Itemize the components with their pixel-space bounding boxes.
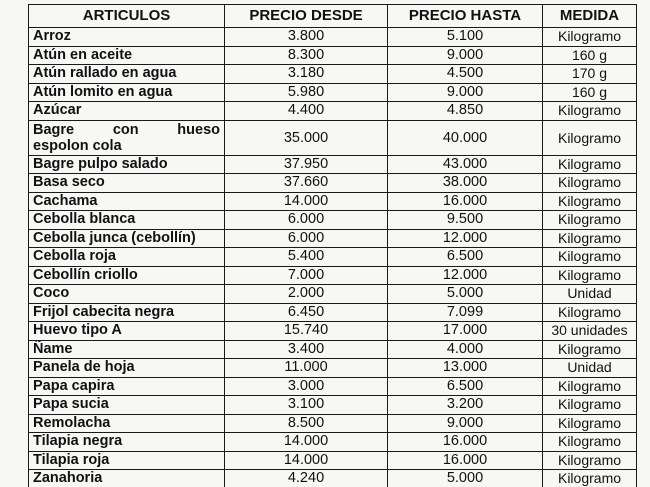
cell-precio-hasta: 16.000 [388, 192, 543, 211]
table-row [29, 359, 637, 378]
cell-medida: 30 unidades [543, 322, 637, 341]
table-row [29, 266, 637, 285]
cell-precio-desde: 14.000 [225, 433, 388, 452]
cell-precio-hasta: 17.000 [388, 322, 543, 341]
cell-article: Huevo tipo A [29, 322, 225, 341]
table-header [29, 5, 637, 28]
table-row [29, 303, 637, 322]
cell-medida: Kilogramo [543, 28, 637, 47]
cell-precio-hasta: 13.000 [388, 359, 543, 378]
cell-article: Cebolla junca (cebollín) [29, 229, 225, 248]
cell-precio-desde: 6.450 [225, 303, 388, 322]
table-row [29, 340, 637, 359]
cell-precio-desde: 15.740 [225, 322, 388, 341]
cell-precio-hasta: 5.000 [388, 470, 543, 487]
cell-precio-desde: 35.000 [225, 120, 388, 155]
cell-medida: Kilogramo [543, 155, 637, 174]
cell-precio-desde: 5.400 [225, 248, 388, 267]
article-line-2: espolon cola [33, 137, 122, 154]
table-row [29, 229, 637, 248]
cell-article: Arroz [29, 28, 225, 47]
cell-article: Frijol cabecita negra [29, 303, 225, 322]
cell-article: Ñame [29, 340, 225, 359]
cell-precio-hasta: 7.099 [388, 303, 543, 322]
cell-article: Cachama [29, 192, 225, 211]
cell-precio-hasta: 9.500 [388, 211, 543, 230]
header-precio-desde: PRECIO DESDE [225, 5, 388, 28]
cell-medida: Kilogramo [543, 470, 637, 487]
cell-medida: 160 g [543, 46, 637, 65]
cell-precio-desde: 3.400 [225, 340, 388, 359]
cell-medida: Kilogramo [543, 102, 637, 121]
cell-article: Bagre pulpo salado [29, 155, 225, 174]
cell-article: Cebollín criollo [29, 266, 225, 285]
cell-precio-desde: 3.180 [225, 65, 388, 84]
cell-article: Papa capira [29, 377, 225, 396]
article-line-1 [33, 122, 220, 138]
table-row [29, 120, 637, 155]
cell-article: Atún rallado en agua [29, 65, 225, 84]
cell-medida: Kilogramo [543, 303, 637, 322]
table-row [29, 285, 637, 304]
table-row [29, 377, 637, 396]
cell-precio-desde: 37.660 [225, 174, 388, 193]
cell-medida: Unidad [543, 359, 637, 378]
article-word: Bagre [33, 121, 75, 138]
cell-precio-hasta: 4.850 [388, 102, 543, 121]
cell-medida: Kilogramo [543, 396, 637, 415]
cell-article: Tilapia roja [29, 451, 225, 470]
cell-precio-hasta: 40.000 [388, 120, 543, 155]
cell-article: Papa sucia [29, 396, 225, 415]
cell-precio-desde: 14.000 [225, 451, 388, 470]
cell-precio-desde: 3.800 [225, 28, 388, 47]
cell-precio-hasta: 43.000 [388, 155, 543, 174]
table-row [29, 155, 637, 174]
cell-medida: Kilogramo [543, 229, 637, 248]
cell-precio-hasta: 5.100 [388, 28, 543, 47]
table-row [29, 46, 637, 65]
cell-article: Atún en aceite [29, 46, 225, 65]
table-row [29, 65, 637, 84]
cell-medida: Kilogramo [543, 433, 637, 452]
cell-precio-desde: 11.000 [225, 359, 388, 378]
cell-precio-desde: 3.000 [225, 377, 388, 396]
cell-precio-desde: 14.000 [225, 192, 388, 211]
cell-medida: Kilogramo [543, 377, 637, 396]
cell-precio-hasta: 3.200 [388, 396, 543, 415]
cell-precio-hasta: 12.000 [388, 229, 543, 248]
cell-medida: Kilogramo [543, 451, 637, 470]
table-row [29, 414, 637, 433]
table-row [29, 322, 637, 341]
article-word: hueso [177, 121, 220, 138]
cell-article: Atún lomito en agua [29, 83, 225, 102]
header-row [29, 5, 637, 28]
cell-precio-hasta: 4.500 [388, 65, 543, 84]
cell-article: Azúcar [29, 102, 225, 121]
cell-precio-desde: 2.000 [225, 285, 388, 304]
cell-precio-desde: 5.980 [225, 83, 388, 102]
article-word: con [112, 121, 139, 138]
cell-precio-hasta: 38.000 [388, 174, 543, 193]
cell-article [29, 120, 225, 155]
cell-medida: 170 g [543, 65, 637, 84]
header-precio-hasta: PRECIO HASTA [388, 5, 543, 28]
cell-precio-hasta: 5.000 [388, 285, 543, 304]
cell-precio-desde: 37.950 [225, 155, 388, 174]
cell-precio-hasta: 9.000 [388, 83, 543, 102]
cell-precio-hasta: 9.000 [388, 46, 543, 65]
table-row [29, 102, 637, 121]
cell-precio-desde: 8.500 [225, 414, 388, 433]
cell-precio-hasta: 12.000 [388, 266, 543, 285]
cell-article: Zanahoria [29, 470, 225, 487]
cell-article: Tilapia negra [29, 433, 225, 452]
cell-medida: Kilogramo [543, 192, 637, 211]
price-table [28, 4, 637, 487]
cell-medida: Kilogramo [543, 414, 637, 433]
cell-article: Basa seco [29, 174, 225, 193]
cell-precio-desde: 4.240 [225, 470, 388, 487]
cell-medida: Unidad [543, 285, 637, 304]
cell-precio-hasta: 6.500 [388, 248, 543, 267]
header-articulos: ARTICULOS [29, 5, 225, 28]
table-row [29, 174, 637, 193]
table-row [29, 396, 637, 415]
cell-precio-desde: 7.000 [225, 266, 388, 285]
cell-article: Cebolla blanca [29, 211, 225, 230]
cell-precio-hasta: 9.000 [388, 414, 543, 433]
cell-precio-desde: 4.400 [225, 102, 388, 121]
cell-precio-desde: 3.100 [225, 396, 388, 415]
cell-medida: Kilogramo [543, 211, 637, 230]
cell-medida: 160 g [543, 83, 637, 102]
cell-precio-desde: 6.000 [225, 229, 388, 248]
table-row [29, 248, 637, 267]
cell-medida: Kilogramo [543, 266, 637, 285]
cell-precio-hasta: 16.000 [388, 451, 543, 470]
cell-article: Coco [29, 285, 225, 304]
cell-article: Cebolla roja [29, 248, 225, 267]
table-row [29, 192, 637, 211]
cell-precio-hasta: 4.000 [388, 340, 543, 359]
table-body [29, 28, 637, 487]
cell-precio-hasta: 6.500 [388, 377, 543, 396]
table-row [29, 451, 637, 470]
cell-medida: Kilogramo [543, 174, 637, 193]
table-row [29, 83, 637, 102]
table-row [29, 28, 637, 47]
cell-precio-desde: 8.300 [225, 46, 388, 65]
cell-article: Remolacha [29, 414, 225, 433]
cell-medida: Kilogramo [543, 120, 637, 155]
table-row [29, 211, 637, 230]
cell-medida: Kilogramo [543, 248, 637, 267]
cell-medida: Kilogramo [543, 340, 637, 359]
cell-precio-desde: 6.000 [225, 211, 388, 230]
table-row [29, 470, 637, 487]
cell-article: Panela de hoja [29, 359, 225, 378]
table-row [29, 433, 637, 452]
cell-precio-hasta: 16.000 [388, 433, 543, 452]
header-medida: MEDIDA [543, 5, 637, 28]
